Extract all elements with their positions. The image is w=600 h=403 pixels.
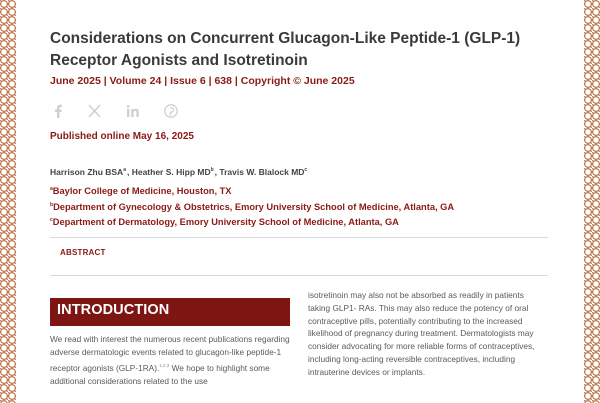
article-title: Considerations on Concurrent Glucagon-Like Peptide-1 (GLP-1) Receptor Agonists and Isotretinoin (50, 30, 521, 69)
body-text: We read with interest the numerous recent publications regarding adverse dermatologic events related to glucagon-like peptide-1 receptor agonists (GLP-1RA). (50, 334, 290, 373)
affiliation-text: Department of Dermatology, Emory University School of Medicine, Atlanta, GA (52, 217, 399, 228)
affiliation-text: Baylor College of Medicine, Houston, TX (52, 186, 232, 197)
affiliation (50, 186, 232, 196)
author-name[interactable]: Travis W. Blalock MD (219, 167, 305, 177)
affiliation-sup: b (50, 202, 54, 208)
affiliation-text: Department of Gynecology & Obstetrics, Emory University School of Medicine, Atlanta, GA (53, 202, 455, 213)
share-bar (50, 101, 190, 121)
decorative-border-right (584, 0, 600, 403)
article-content (50, 0, 548, 403)
body-text-left-column (50, 333, 290, 388)
introduction-heading-text: INTRODUCTION (57, 302, 170, 318)
affiliation-sup: c (50, 217, 53, 223)
divider (50, 237, 548, 238)
author-sup: c (304, 167, 308, 174)
x-icon[interactable] (88, 101, 106, 121)
pinterest-icon[interactable] (164, 101, 182, 121)
body-text: We hope to highlight some additional considerations related to the use (50, 362, 270, 386)
introduction-heading (50, 298, 290, 326)
body-text-right-column: isotretinoin may also not be absorbed as readily in patients taking GLP1- RAs. This may also reduce the potency of oral contraceptive pills, potentially contributing to the increased likelihood of pregnancy during treatment. Dermatologists may consider advocating for more reliable forms of contraceptives, including long-acting reversible contraceptives, including intrauterine devices or implants. (308, 290, 535, 377)
affiliation-sup: a (50, 186, 53, 192)
issue-info: June 2025 | Volume 24 | Issue 6 | 638 | Copyright © June 2025 (50, 75, 355, 87)
linkedin-icon[interactable] (126, 101, 144, 121)
author-name[interactable]: Harrison Zhu BSA (50, 167, 124, 177)
reference-link[interactable]: 1,2,3 (159, 363, 170, 368)
author-sup: b (210, 167, 214, 174)
tab-abstract[interactable]: ABSTRACT (60, 248, 106, 257)
author-separator: , (214, 167, 220, 177)
divider (50, 275, 548, 276)
published-date: Published online May 16, 2025 (50, 131, 194, 142)
decorative-border-left (0, 0, 16, 403)
affiliation (50, 217, 399, 227)
author-separator: , (126, 167, 132, 177)
affiliation (50, 202, 454, 212)
facebook-icon[interactable] (52, 101, 70, 121)
author-list (50, 167, 308, 177)
author-sup: a (123, 167, 126, 174)
author-name[interactable]: Heather S. Hipp MD (131, 167, 211, 177)
